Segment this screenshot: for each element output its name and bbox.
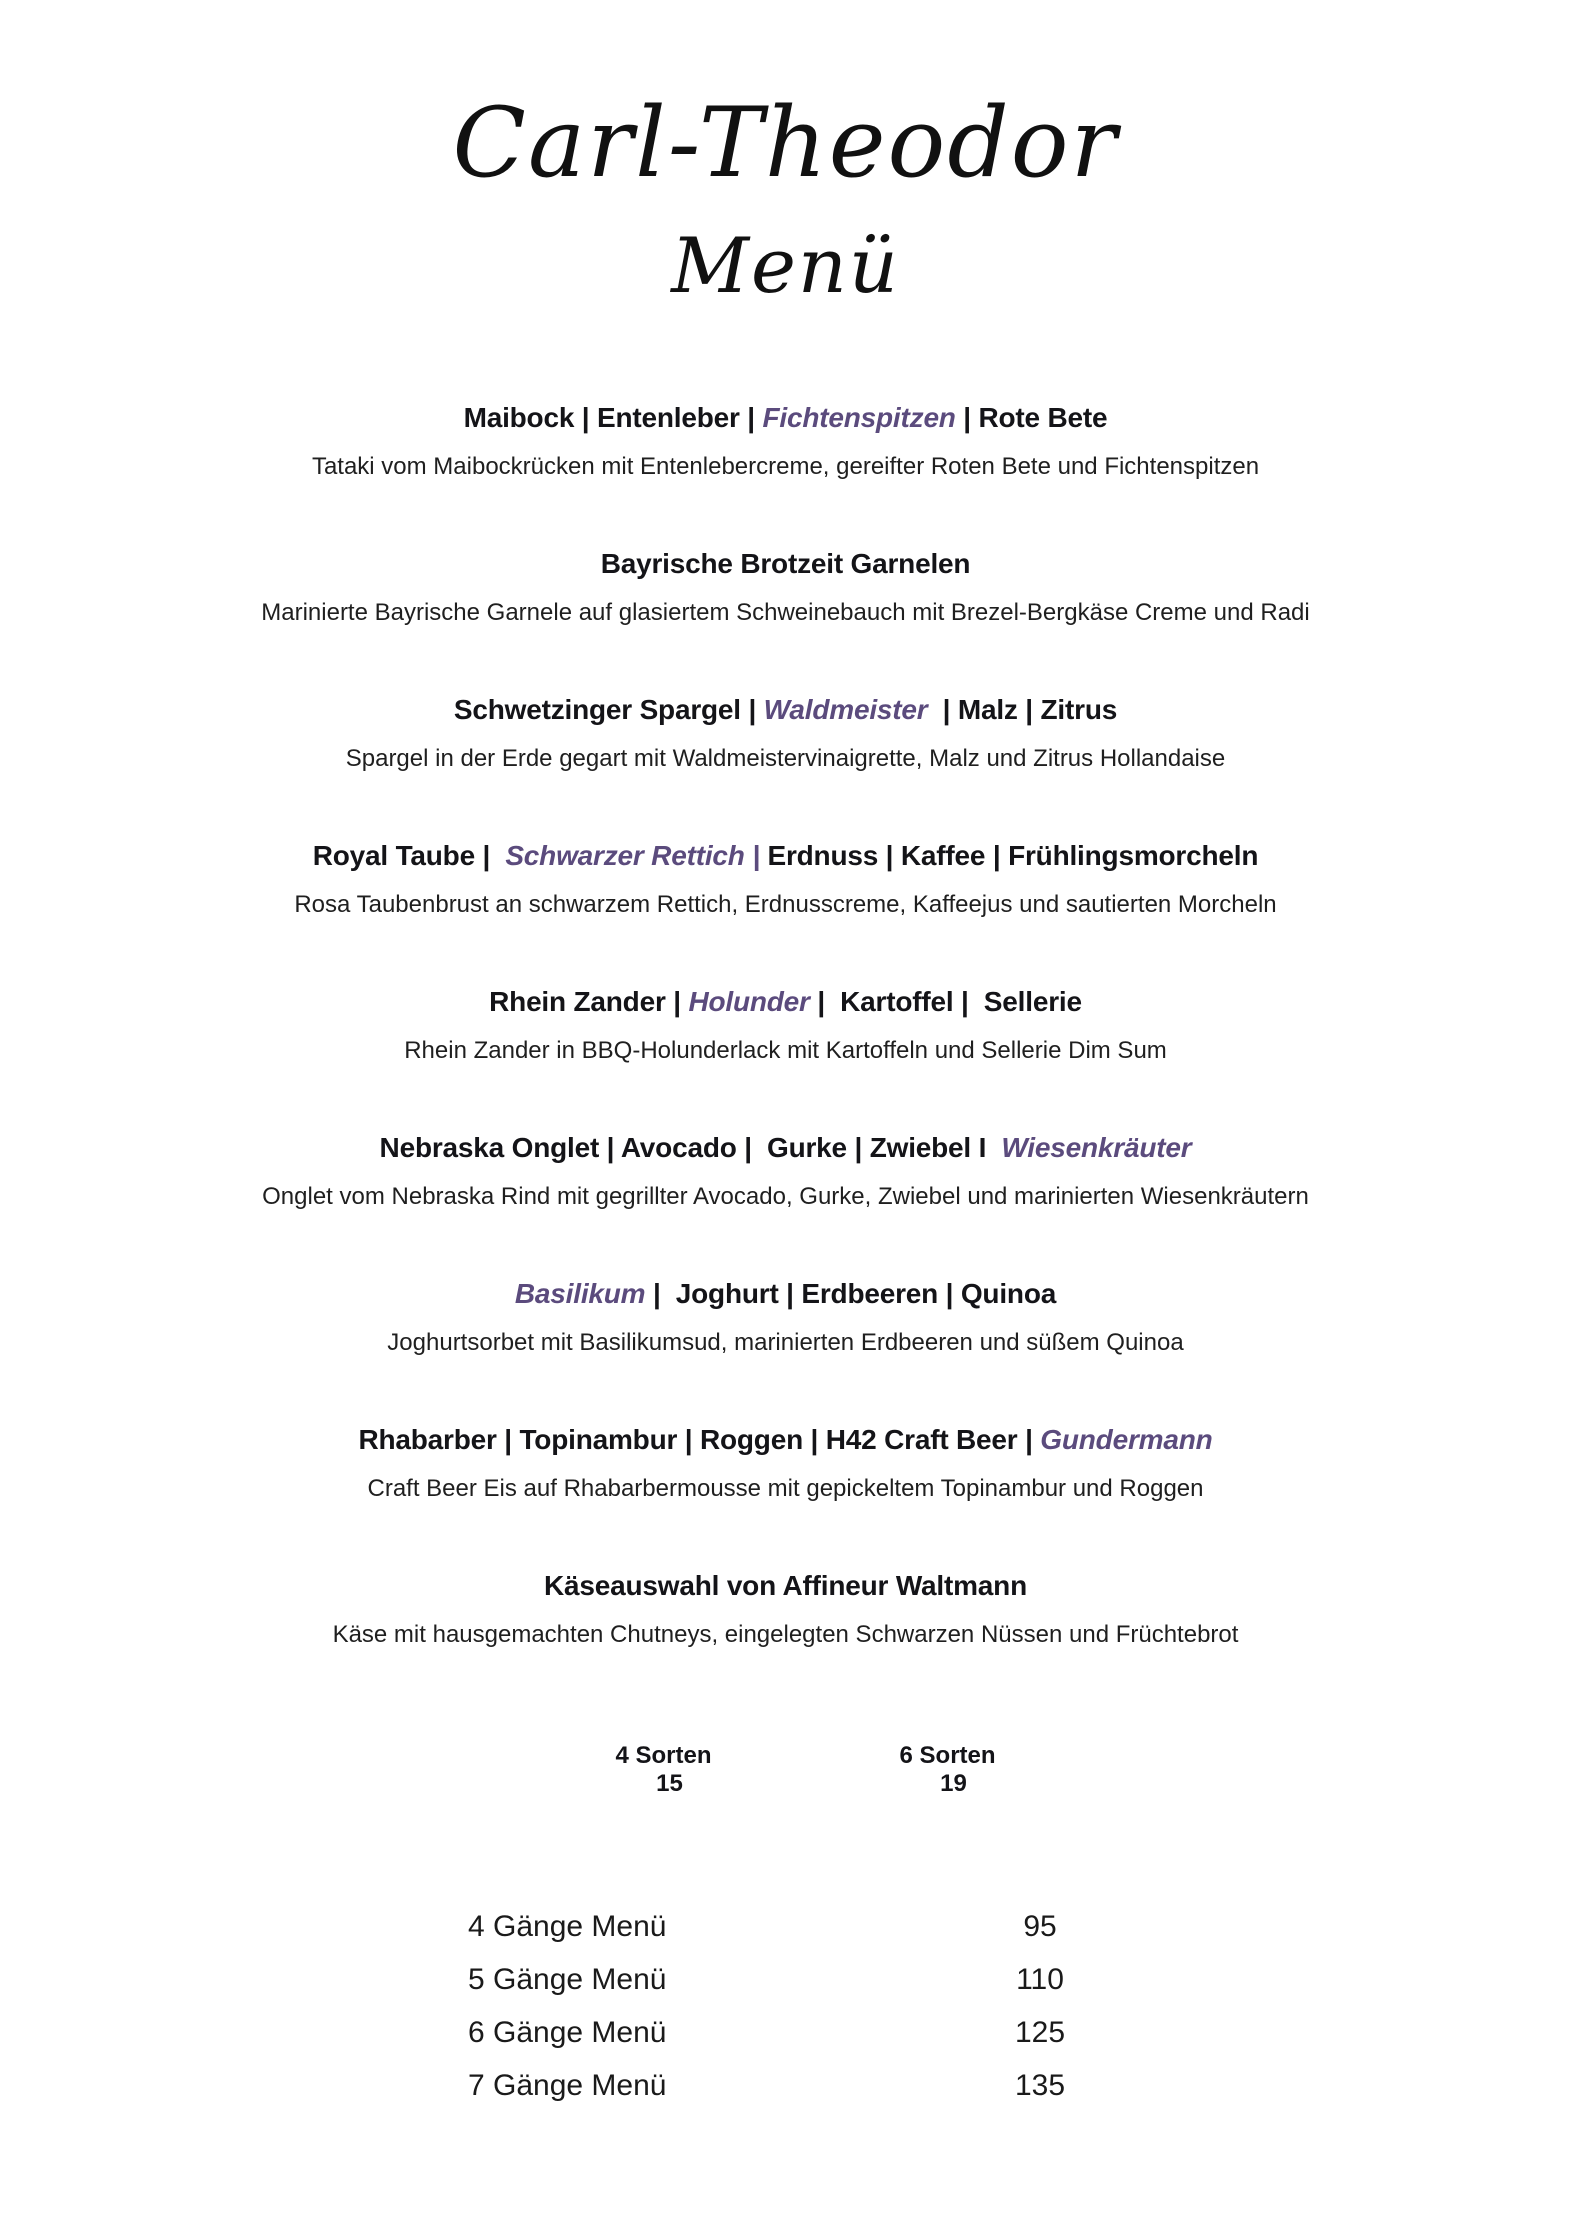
course-description: Craft Beer Eis auf Rhabarbermousse mit gepickeltem Topinambur und Roggen bbox=[367, 1474, 1204, 1502]
course-title-text: Erdnuss | Kaffee | Frühlingsmorcheln bbox=[759, 839, 1259, 871]
cheese-option-label: 4 Sorten bbox=[615, 1741, 712, 1769]
price-row-value: 135 bbox=[1014, 2068, 1066, 2102]
course-title bbox=[0, 984, 1571, 1020]
course-title-text: Rhein Zander | bbox=[489, 985, 689, 1017]
cheese-option-price: 15 bbox=[656, 1769, 683, 1797]
course-title-text: | Kartoffel | Sellerie bbox=[809, 985, 1082, 1017]
course-title-text: | Rote Bete bbox=[955, 401, 1108, 433]
course-title-accent: Schwarzer Rettich | bbox=[505, 839, 760, 871]
cheese-option-6 bbox=[860, 1714, 996, 1826]
cheese-option-label: 6 Sorten bbox=[899, 1741, 996, 1769]
menu-price-list bbox=[468, 1900, 1082, 2112]
course-title-text: Bayrische Brotzeit Garnelen bbox=[600, 547, 971, 579]
course-description: Spargel in der Erde gegart mit Waldmeistervinaigrette, Malz und Zitrus Hollandaise bbox=[345, 744, 1226, 772]
price-row-value: 110 bbox=[1016, 1962, 1064, 1996]
course-title bbox=[0, 692, 1571, 728]
price-row-label: 6 Gänge Menü bbox=[468, 2015, 667, 2049]
cheese-option-price: 19 bbox=[940, 1769, 967, 1797]
course-block bbox=[0, 984, 1571, 1066]
course-block bbox=[0, 546, 1571, 628]
course-block bbox=[0, 400, 1571, 482]
cheese-options bbox=[0, 1714, 1571, 1826]
price-row bbox=[468, 2059, 1082, 2112]
price-row-value: 95 bbox=[1023, 1909, 1057, 1943]
course-title-accent: Waldmeister bbox=[763, 693, 928, 725]
course-block bbox=[0, 838, 1571, 920]
cheese-option-4 bbox=[575, 1714, 711, 1826]
course-title bbox=[0, 1276, 1571, 1312]
course-description: Tataki vom Maibockrücken mit Entenlebercreme, gereifter Roten Bete und Fichtenspitzen bbox=[311, 452, 1260, 480]
course-description: Onglet vom Nebraska Rind mit gegrillter Avocado, Gurke, Zwiebel und marinierten Wiesenkräutern bbox=[262, 1182, 1309, 1210]
course-title bbox=[0, 1130, 1571, 1166]
course-title-text: Nebraska Onglet | Avocado | Gurke | Zwiebel I bbox=[379, 1131, 1002, 1163]
course-title bbox=[0, 838, 1571, 874]
course-title-text: Maibock | Entenleber | bbox=[463, 401, 763, 433]
course-title bbox=[0, 400, 1571, 436]
course-title bbox=[0, 1568, 1571, 1604]
price-row-value: 125 bbox=[1014, 2015, 1066, 2049]
price-row-label: 4 Gänge Menü bbox=[468, 1909, 667, 1943]
course-title-accent: Fichtenspitzen bbox=[762, 401, 956, 433]
course-title-text: Schwetzinger Spargel | bbox=[453, 693, 764, 725]
course-title-accent: Gundermann bbox=[1040, 1423, 1213, 1455]
course-title-text: Royal Taube | bbox=[312, 839, 506, 871]
course-title-text: Käseauswahl von Affineur Waltmann bbox=[544, 1569, 1027, 1601]
menu-title: Menü bbox=[671, 221, 900, 311]
restaurant-name: Carl-Theodor bbox=[452, 87, 1119, 199]
price-row bbox=[468, 1900, 1082, 1953]
course-title-accent: Basilikum bbox=[514, 1277, 646, 1309]
course-description: Joghurtsorbet mit Basilikumsud, marinierten Erdbeeren und süßem Quinoa bbox=[387, 1328, 1184, 1356]
course-title-text: | Joghurt | Erdbeeren | Quinoa bbox=[645, 1277, 1057, 1309]
course-title-text: | Malz | Zitrus bbox=[927, 693, 1118, 725]
course-title-accent: Wiesenkräuter bbox=[1001, 1131, 1192, 1163]
course-block bbox=[0, 1130, 1571, 1212]
course-block bbox=[0, 1422, 1571, 1504]
course-title bbox=[0, 546, 1571, 582]
course-description: Rhein Zander in BBQ-Holunderlack mit Kartoffeln und Sellerie Dim Sum bbox=[404, 1036, 1167, 1064]
course-block bbox=[0, 692, 1571, 774]
price-row bbox=[468, 1953, 1082, 2006]
price-row-label: 5 Gänge Menü bbox=[468, 1962, 667, 1996]
course-list bbox=[0, 400, 1571, 1650]
course-description: Marinierte Bayrische Garnele auf glasiertem Schweinebauch mit Brezel-Bergkäse Creme und Radi bbox=[261, 598, 1310, 626]
course-block bbox=[0, 1276, 1571, 1358]
price-row-label: 7 Gänge Menü bbox=[468, 2068, 667, 2102]
course-block bbox=[0, 1568, 1571, 1650]
course-description: Käse mit hausgemachten Chutneys, eingelegten Schwarzen Nüssen und Früchtebrot bbox=[332, 1620, 1239, 1648]
price-row bbox=[468, 2006, 1082, 2059]
course-title bbox=[0, 1422, 1571, 1458]
course-title-text: Rhabarber | Topinambur | Roggen | H42 Craft Beer | bbox=[358, 1423, 1041, 1455]
course-description: Rosa Taubenbrust an schwarzem Rettich, Erdnusscreme, Kaffeejus und sautierten Morcheln bbox=[294, 890, 1277, 918]
course-title-accent: Holunder bbox=[688, 985, 810, 1017]
